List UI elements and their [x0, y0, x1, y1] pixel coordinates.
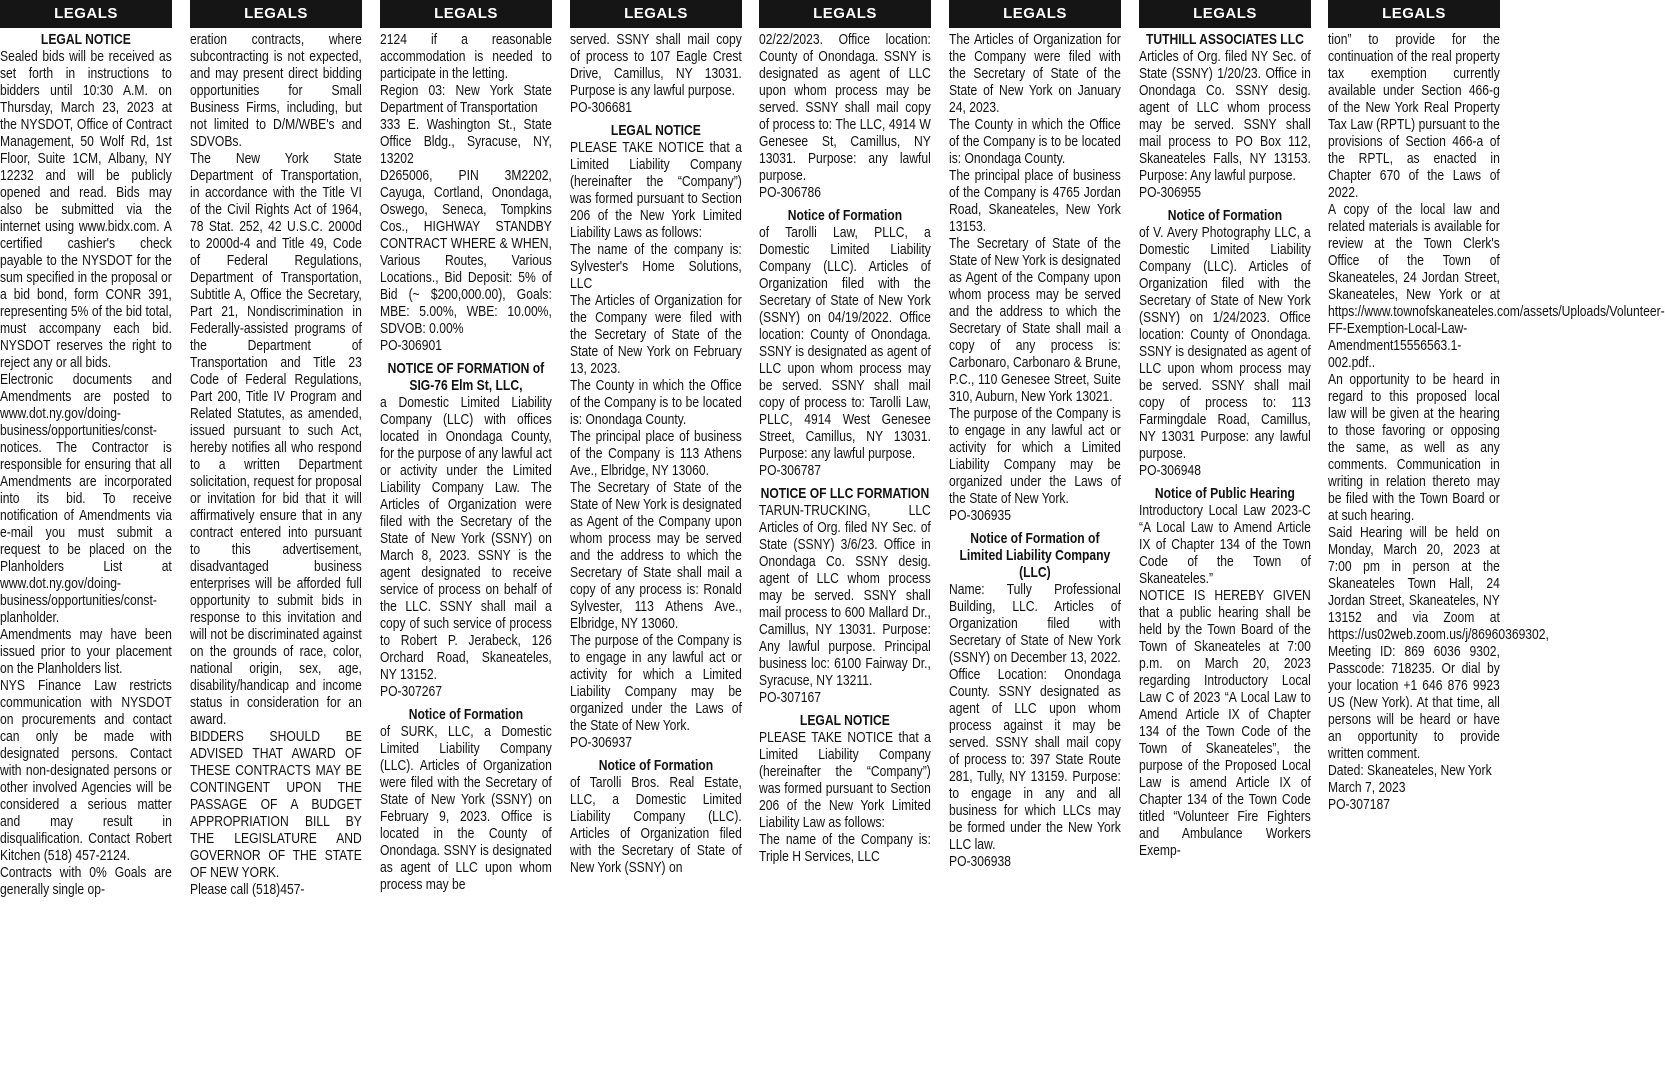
notice-paragraph: The principal place of business of the Company is 4765 Jordan Road, Skaneateles, New York 13153.	[949, 168, 1121, 235]
notice-paragraph: The County in which the Office of the Company is to be located is: Onondaga County.	[949, 117, 1121, 167]
notice-paragraph: Sealed bids will be received as set forth in instructions to bidders until 10:30 A.M. on Thursday, March 23, 2023 at the NYSDOT, Office of Contract Management, 50 Wolf Rd, 1st Floor, Suite 1CM, Albany, NY 12232 and will be publicly opened and read. Bids may also be submitted via the internet using www.bidx.com. A certified cashier's check payable to the NYSDOT for the sum specified in the proposal or a bid bond, form CONR 391, representing 5% of the bid total, must accompany each bid. NYSDOT reserves the right to reject any or all bids.	[0, 49, 172, 371]
notice-paragraph: Said Hearing will be held on Monday, March 20, 2023 at 7:00 pm in person at the Skaneateles Town Hall, 24 Jordan Street, Skaneateles, NY 13152 and via Zoom at https://us02web.zoom.us/j/86960369302, Meeting ID: 869 6036 9302, Passcode: 718235. Or dial by your location +1 646 876 9923 US (New York). At that time, all persons will be heard or have an opportunity to provide written comment.	[1328, 525, 1549, 762]
notice-title: Notice of Formation	[1167, 208, 1283, 224]
notice-title: Notice of Public Hearing	[1154, 486, 1295, 502]
notice-paragraph: The Secretary of State of the State of New York is designated as Agent of the Company upon whom process may be served and the address to which the Secretary of State shall mail a copy of any process is: Carbonaro, Carbonaro & Brune, P.C., 110 Genesee Street, Suite 310, Auburn, New York 13021.	[949, 236, 1121, 405]
column-header: LEGALS	[190, 0, 362, 28]
notice-paragraph: NYS Finance Law restricts communication with NYSDOT on procurements and contact can only be made with designated persons. Contact with non-designated persons or other involved Agencies will be considered a serious matter and may result in disqualification. Contact Robert Kitchen (518) 457-2124.	[0, 678, 172, 864]
notice-paragraph: Contracts with 0% Goals are generally single op-	[0, 865, 172, 898]
notice-paragraph: The name of the Company is: Triple H Services, LLC	[759, 832, 931, 865]
notice-paragraph: A copy of the local law and related materials is available for review at the Town Clerk's Office of the Town of Skaneateles, 24 Jordan Street, Skaneateles, New York or at https://www.townofskaneateles.com/assets/Uploads/Volunteer-FF-Exemption-Local-Law-Amendment15556563.1-002.pdf..	[1328, 202, 1665, 371]
notice-paragraph: PLEASE TAKE NOTICE that a Limited Liability Company (hereinafter the “Company”) was formed pursuant to Section 206 of the New York Limited Liability Laws as follows:	[570, 140, 742, 241]
notice-paragraph: PO-306955	[1139, 185, 1201, 201]
column-body	[190, 28, 362, 899]
notice-paragraph: Electronic documents and Amendments are posted to www.dot.ny.gov/doing-business/opportunities/const-notices. The Contractor is responsible for ensuring that all Amendments are incorporated into its bid. To receive notification of Amendments via e-mail you must submit a request to be placed on the Planholders List at www.dot.ny.gov/doing-business/opportunities/const-planholder.	[0, 372, 172, 626]
notice-paragraph: Dated: Skaneateles, New York	[1328, 763, 1492, 779]
notice-title: LEGAL NOTICE	[40, 32, 131, 48]
notice-paragraph: The Articles of Organization for the Company were filed with the Secretary of State of the State of New York on February 13, 2023.	[570, 293, 742, 377]
notice-title: TUTHILL ASSOCIATES LLC	[1145, 32, 1304, 48]
notice-paragraph: 2124 if a reasonable accommodation is needed to participate in the letting.	[380, 32, 552, 82]
notice-title: NOTICE OF FORMATION of SIG-76 Elm St, LLC,	[387, 361, 545, 394]
notice-title: LEGAL NOTICE	[610, 123, 701, 139]
notice-paragraph: The New York State Department of Transportation, in accordance with the Title VI of the Civil Rights Act of 1964, 78 Stat. 252, 42 U.S.C. 2000d to 2000d-4 and Title 49, Code of Federal Regulations, Department of Transportation, Subtitle A, Office the Secretary, Part 21, Nondiscrimination in Federally-assisted programs of the Department of Transportation and Title 23 Code of Federal Regulations, Part 200, Title IV Program and Related Statutes, as amended, issued pursuant to such Act, hereby notifies all who respond to a written Department solicitation, request for proposal or invitation for bid that it will affirmatively ensure that in any contract entered into pursuant to this advertisement, disadvantaged business enterprises will be afforded full opportunity to submit bids in response to this invitation and will not be discriminated against on the grounds of race, color, national origin, sex, age, disability/handicap and income status in consideration for an award.	[190, 151, 362, 728]
column-body	[0, 28, 172, 899]
column-header: LEGALS	[0, 0, 172, 28]
notice-paragraph: tion” to provide for the continuation of the real property tax exemption currently available under Section 466-g of the New York Real Property Tax Law (RPTL) pursuant to the provisions of Section 466-a of the RPTL, as enacted in Chapter 670 of the Laws of 2022.	[1328, 32, 1500, 201]
notice-paragraph: BIDDERS SHOULD BE ADVISED THAT AWARD OF THESE CONTRACTS MAY BE CONTINGENT UPON THE PASSAGE OF A BUDGET APPROPRIATION BILL BY THE LEGISLATURE AND GOVERNOR OF THE STATE OF NEW YORK.	[190, 729, 362, 881]
column-body	[1328, 28, 1665, 814]
legals-column-3	[380, 0, 552, 1088]
notice-paragraph: 333 E. Washington St., State Office Bldg., Syracuse, NY, 13202	[380, 117, 552, 167]
notice-paragraph: Please call (518)457-	[190, 882, 305, 898]
notice-paragraph: served. SSNY shall mail copy of process to 107 Eagle Crest Drive, Camillus, NY 13031. Purpose is any lawful purpose.	[570, 32, 742, 99]
legals-column-8	[1328, 0, 1665, 1088]
notice-paragraph: Articles of Org. filed NY Sec. of State (SSNY) 1/20/23. Office in Onondaga Co. SSNY desig. agent of LLC whom process may be served. SSNY shall mail process to PO Box 112, Skaneateles Falls, NY 13153. Purpose: Any lawful purpose.	[1139, 49, 1311, 184]
notice-paragraph: PO-306948	[1139, 463, 1201, 479]
legals-column-4	[570, 0, 742, 1088]
notice-paragraph: Amendments may have been issued prior to your placement on the Planholders list.	[0, 627, 172, 677]
notice-paragraph: PO-306937	[570, 735, 632, 751]
notice-paragraph: The name of the company is: Sylvester's Home Solutions, LLC	[570, 242, 742, 292]
notice-paragraph: The Secretary of State of the State of New York is designated as Agent of the Company upon whom process may be served and the address to which the Secretary of State shall mail a copy of any process is: Ronald Sylvester, 113 Athens Ave., Elbridge, NY 13060.	[570, 480, 742, 632]
notice-paragraph: PLEASE TAKE NOTICE that a Limited Liability Company (hereinafter the “Company”) was formed pursuant to Section 206 of the New York Limited Liability Law as follows:	[759, 730, 931, 831]
notice-paragraph: PO-306681	[570, 100, 632, 116]
notice-paragraph: An opportunity to be heard in regard to this proposed local law will be given at the hearing to those favoring or opposing the same, as well as any comments. Communication in writing in relation thereto may be filed with the Town Board or at such hearing.	[1328, 372, 1500, 524]
notice-paragraph: The County in which the Office of the Company is to be located is: Onondaga County.	[570, 378, 742, 428]
notice-paragraph: The principal place of business of the Company is 113 Athens Ave., Elbridge, NY 13060.	[570, 429, 742, 479]
notice-title: NOTICE OF LLC FORMATION	[760, 486, 930, 502]
column-body	[380, 28, 552, 894]
column-header: LEGALS	[380, 0, 552, 28]
notice-paragraph: The purpose of the Company is to engage in any lawful act or activity for which a Limited Liability Company may be organized under the Laws of the State of New York.	[570, 633, 742, 734]
column-body	[949, 28, 1121, 871]
column-header: LEGALS	[570, 0, 742, 28]
notice-paragraph: PO-306901	[380, 338, 442, 354]
notice-paragraph: eration contracts, where subcontracting is not expected, and may present direct bidding opportunities for Small Business Firms, including, but not limited to D/M/WBE's and SDVOBs.	[190, 32, 362, 150]
notice-paragraph: PO-306935	[949, 508, 1011, 524]
notice-paragraph: of SURK, LLC, a Domestic Limited Liability Company (LLC). Articles of Organization were filed with the Secretary of State of New York (SSNY) on February 9, 2023. Office is located in the County of Onondaga. SSNY is designated as agent of LLC upon whom process may be	[380, 724, 552, 893]
column-header: LEGALS	[759, 0, 931, 28]
notice-paragraph: PO-307187	[1328, 797, 1390, 813]
notice-paragraph: of Tarolli Bros. Real Estate, LLC, a Domestic Limited Liability Company (LLC). Articles of Organization filed with the Secretary of State of New York (SSNY) on	[570, 775, 742, 876]
notice-paragraph: PO-306787	[759, 463, 821, 479]
notice-paragraph: PO-307167	[759, 690, 821, 706]
legals-column-6	[949, 0, 1121, 1088]
legals-column-5	[759, 0, 931, 1088]
notice-title: Notice of Formation	[598, 758, 714, 774]
column-header: LEGALS	[1139, 0, 1311, 28]
notice-paragraph: March 7, 2023	[1328, 780, 1406, 796]
notice-paragraph: 02/22/2023. Office location: County of Onondaga. SSNY is designated as agent of LLC upon whom process may be served. SSNY shall mail copy of process to: The LLC, 4914 W Genesee St, Camillus, NY 13031. Purpose: any lawful purpose.	[759, 32, 931, 184]
notice-paragraph: The Articles of Organization for the Company were filed with the Secretary of State of the State of New York on January 24, 2023.	[949, 32, 1121, 116]
notice-paragraph: of Tarolli Law, PLLC, a Domestic Limited Liability Company (LLC). Articles of Organization filed with the Secretary of State of New York (SSNY) on 04/19/2022. Office location: County of Onondaga. SSNY is designated as agent of LLC upon whom process may be served. SSNY shall mail copy of process to: Tarolli Law, PLLC, 4914 West Genesee Street, Camillus, NY 13031. Purpose: any lawful purpose.	[759, 225, 931, 462]
notice-paragraph: Introductory Local Law 2023-C “A Local Law to Amend Article IX of Chapter 134 of the Town Code of the Town of Skaneateles.”	[1139, 503, 1311, 587]
notice-title: LEGAL NOTICE	[799, 713, 890, 729]
notice-title: Notice of Formation	[408, 707, 524, 723]
notice-paragraph: NOTICE IS HEREBY GIVEN that a public hearing shall be held by the Town Board of the Town of Skaneateles at 7:00 p.m. on March 20, 2023 regarding Introductory Local Law C of 2023 “A Local Law to Amend Article IX of Chapter 134 of the Town Code of the Town of Skaneateles”, the purpose of the Proposed Local Law is amend Article IX of Chapter 134 of the Town Code titled “Volunteer Fire Fighters and Ambulance Workers Exemp-	[1139, 588, 1311, 859]
column-header: LEGALS	[1328, 0, 1500, 28]
notice-paragraph: of V. Avery Photography LLC, a Domestic Limited Liability Company (LLC). Articles of Organization filed with the Secretary of State of New York (SSNY) on 1/24/2023. Office location: County of Onondaga. SSNY is designated as agent of LLC upon whom process may be served. SSNY shall mail copy of process to: 113 Farmingdale Road, Camillus, NY 13031 Purpose: any lawful purpose.	[1139, 225, 1311, 462]
column-body	[570, 28, 742, 877]
column-body	[759, 28, 931, 866]
column-body	[1139, 28, 1311, 860]
notice-title: Notice of Formation of Limited Liability Company (LLC)	[959, 531, 1111, 581]
notice-paragraph: The purpose of the Company is to engage in any lawful act or activity for which a Limited Liability Company may be organized under the Laws of the State of New York.	[949, 406, 1121, 507]
notice-paragraph: D265006, PIN 3M2202, Cayuga, Cortland, Onondaga, Oswego, Seneca, Tompkins Cos., HIGHWAY STANDBY CONTRACT WHERE & WHEN, Various Routes, Various Locations., Bid Deposit: 5% of Bid (~ $200,000.00), Goals: MBE: 5.00%, WBE: 10.00%, SDVOB: 0.00%	[380, 168, 552, 337]
notice-title: Notice of Formation	[787, 208, 903, 224]
notice-paragraph: Region 03: New York State Department of Transportation	[380, 83, 552, 116]
notice-paragraph: TARUN-TRUCKING, LLC Articles of Org. filed NY Sec. of State (SSNY) 3/6/23. Office in Onondaga Co. SSNY desig. agent of LLC whom process may be served. SSNY shall mail process to 600 Mallard Dr., Camillus, NY 13031. Purpose: Any lawful purpose. Principal business loc: 6100 Fairway Dr., Syracuse, NY 13211.	[759, 503, 931, 689]
notice-paragraph: Name: Tully Professional Building, LLC. Articles of Organization filed with Secretary of State of New York (SSNY) on December 13, 2022. Office Location: Onondaga County. SSNY designated as agent of LLC upon whom process against it may be served. SSNY shall mail copy of process to: 397 State Route 281, Tully, NY 13159. Purpose: to engage in any and all business for which LLCs may be formed under the New York LLC law.	[949, 582, 1121, 853]
notice-paragraph: PO-306786	[759, 185, 821, 201]
notice-paragraph: PO-306938	[949, 854, 1011, 870]
legals-column-2	[190, 0, 362, 1088]
legals-column-7	[1139, 0, 1311, 1088]
notice-paragraph: PO-307267	[380, 684, 442, 700]
column-header: LEGALS	[949, 0, 1121, 28]
legals-column-1	[0, 0, 172, 1088]
notice-paragraph: a Domestic Limited Liability Company (LLC) with offices located in Onondaga County, for the purpose of any lawful act or activity under the Limited Liability Company Law. The Articles of Organization were filed with the Secretary of the State of New York (SSNY) on March 8, 2023. SSNY is the agent designated to receive service of process on behalf of the LLC. SSNY shall mail a copy of such service of process to Robert P. Jerabeck, 126 Orchard Road, Skaneateles, NY 13152.	[380, 395, 552, 683]
